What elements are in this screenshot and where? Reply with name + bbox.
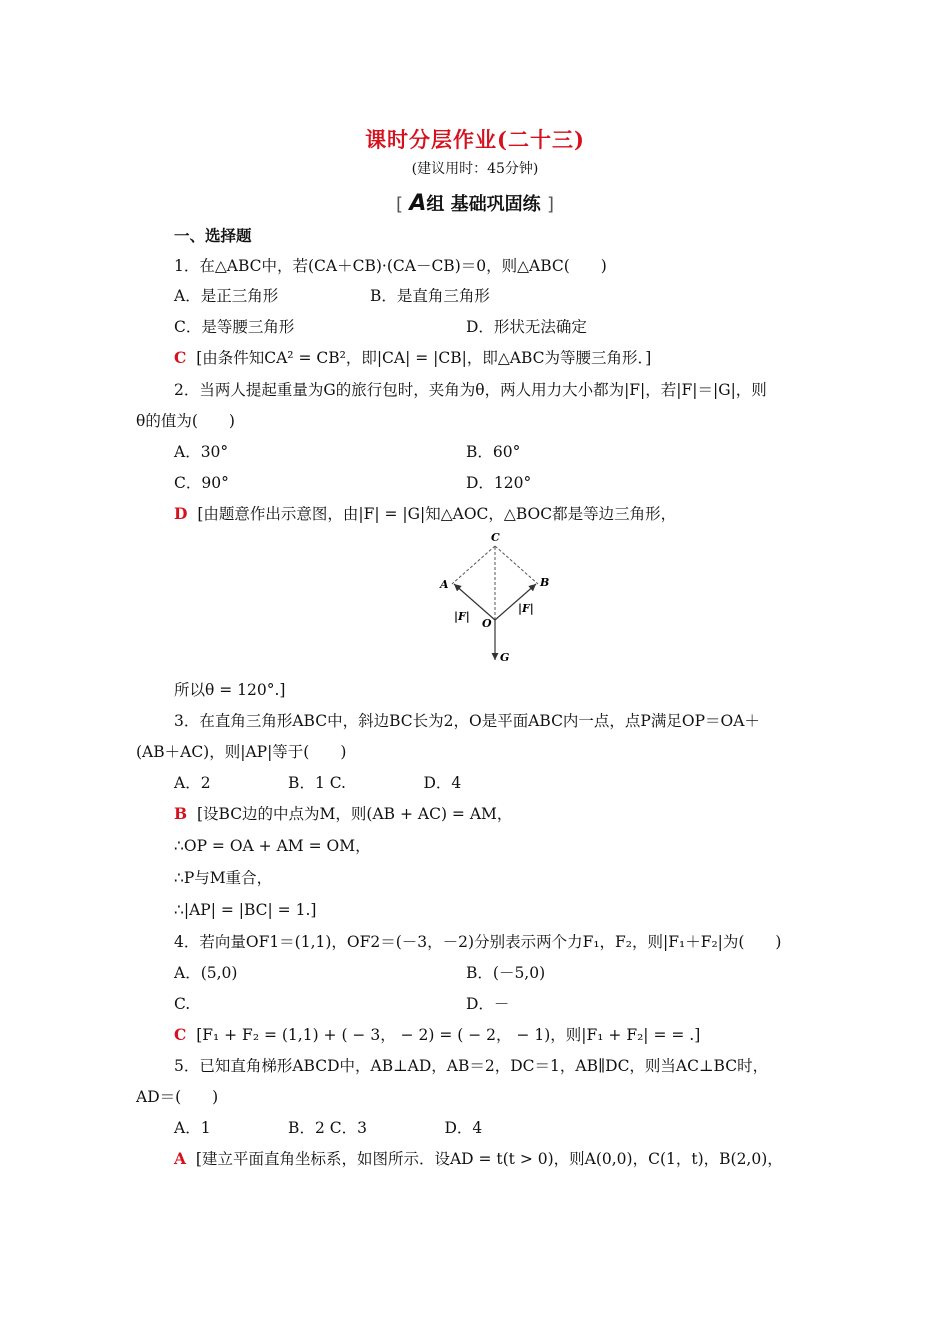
q1-answer: C [174,348,187,367]
page-title: 课时分层作业(二十三) [365,127,585,152]
q5-solution [174,1149,783,1169]
q2-solution-end: 所以θ = 120°.] [174,681,286,699]
label-f-right: |F| [518,602,534,615]
group-heading [0,190,950,216]
q3-answer: B [174,804,188,823]
q3-solution-line3: ∴P与M重合， [174,869,273,887]
q3-stem-line1: 3．在直角三角形ABC中，斜边BC长为2，O是平面ABC内一点，点P满足OP＝OA＋ [174,712,760,730]
q2-solution [174,504,676,524]
label-g: G [500,651,510,664]
q5-solution-text: [建立平面直角坐标系，如图所示．设AD = t(t > 0)，则A(0,0)，C(1，t)，B(2,0)， [195,1150,783,1168]
dashed-cb [495,546,538,584]
label-c: C [491,531,500,544]
label-f-left: |F| [454,610,470,623]
q1-stem: 1．在△ABC中，若(CA＋CB)·(CA－CB)＝0，则△ABC( ) [174,257,607,275]
q2-solution-text: [由题意作出示意图，由|F| = |G|知△AOC，△BOC都是等边三角形， [197,505,677,523]
force-diagram [420,528,570,668]
q1-option-b: B．是直角三角形 [370,287,490,305]
time-note: (建议用时：45分钟) [411,161,539,177]
q4-option-d: D．－ [466,995,510,1013]
q1-solution [174,348,651,368]
q2-option-b: B．60° [466,443,521,461]
q4-solution-text: [F₁ + F₂ = (1,1) + ( − 3， − 2) = ( − 2， − 1)，则|F₁ + F₂| = = .] [196,1026,701,1044]
q3-solution-line4: ∴|AP| = |BC| = 1.] [174,901,317,919]
group-letter: A [409,191,427,216]
group-label: 组 基础巩固练 [426,194,541,215]
bracket-right: ] [546,194,554,215]
q2-stem-line2: θ的值为( ) [136,412,235,430]
q5-stem-line1: 5．已知直角梯形ABCD中，AB⊥AD，AB＝2，DC＝1，AB∥DC，则当AC⊥BC时， [174,1057,769,1075]
q1-option-a: A．是正三角形 [174,287,279,305]
q2-option-c: C．90° [174,474,229,492]
label-a: A [440,578,449,591]
q1-solution-text: [由条件知CA² = CB²，即|CA| = |CB|，即△ABC为等腰三角形．] [196,349,652,367]
q3-solution-text: [设BC边的中点为M，则(AB + AC) = AM， [196,805,513,823]
q4-option-c: C. [174,995,191,1013]
q4-solution [174,1025,700,1045]
q3-options: A．2 B．1 C. D．4 [174,774,462,792]
q3-solution-line2: ∴OP = OA + AM = OM， [174,837,371,855]
dashed-ca [452,546,495,584]
q3-stem-line2: (AB＋AC)，则|AP|等于( ) [136,743,347,761]
q4-answer: C [174,1025,187,1044]
q5-answer: A [174,1149,187,1168]
label-o: O [482,617,492,630]
q4-option-a: A．(5,0) [174,964,238,982]
bracket-left: [ [396,194,404,215]
q2-option-a: A．30° [174,443,229,461]
q4-stem: 4．若向量OF1＝(1,1)，OF2＝(－3，－2)分别表示两个力F₁，F₂，则|F₁＋F₂|为( ) [174,933,782,951]
q1-option-c: C．是等腰三角形 [174,318,295,336]
label-b: B [540,576,550,589]
q4-option-b: B．(－5,0) [466,964,546,982]
q5-options: A．1 B．2 C．3 D．4 [174,1119,483,1137]
q2-stem-line1: 2．当两人提起重量为G的旅行包时，夹角为θ，两人用力大小都为|F|，若|F|＝|G|，则 [174,381,767,399]
q2-answer: D [174,504,188,523]
q1-option-d: D．形状无法确定 [466,318,587,336]
q5-stem-line2: AD＝( ) [136,1088,219,1106]
q3-solution [174,804,512,824]
q2-option-d: D．120° [466,474,532,492]
section-heading: 一、选择题 [174,226,252,245]
